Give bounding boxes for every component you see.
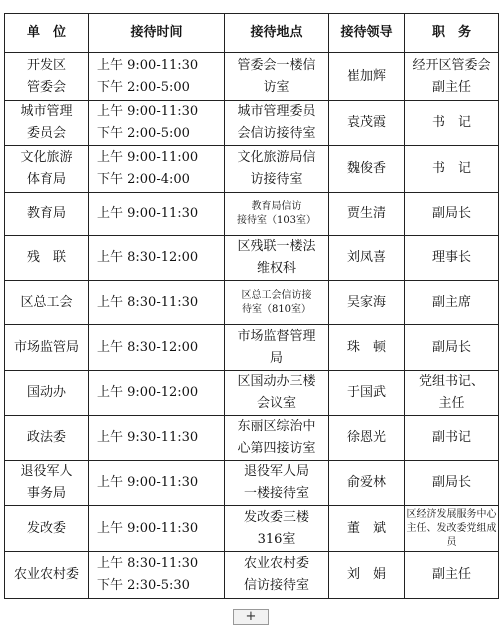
title-cell xyxy=(405,416,499,461)
table-row xyxy=(5,193,499,236)
time-cell xyxy=(89,236,225,281)
title-cell xyxy=(405,281,499,325)
title-cell-line: 副局长 xyxy=(431,339,471,355)
place-cell xyxy=(225,236,329,281)
table-row xyxy=(5,416,499,461)
time-cell-line: 下午 2:30-5:30 xyxy=(97,578,190,593)
title-cell xyxy=(405,53,499,101)
place-cell-line: 局 xyxy=(269,350,283,366)
place-cell xyxy=(225,101,329,146)
title-cell xyxy=(405,552,499,599)
table-row xyxy=(5,371,499,416)
time-cell-line: 上午 9:00-11:30 xyxy=(97,104,199,119)
leader-cell: 袁茂霞 xyxy=(329,101,405,146)
unit-cell-line: 体育局 xyxy=(26,172,66,187)
unit-cell-line: 发改委 xyxy=(26,520,66,536)
unit-cell xyxy=(5,146,89,193)
time-cell-line: 上午 9:00-11:00 xyxy=(97,150,199,165)
place-cell xyxy=(225,506,329,552)
unit-cell-line: 管委会 xyxy=(26,79,66,95)
place-cell-line: 维权科 xyxy=(256,261,296,276)
place-cell-line: 会信访接待室 xyxy=(237,126,316,141)
unit-cell xyxy=(5,325,89,371)
time-cell-line: 上午 8:30-11:30 xyxy=(97,294,199,310)
add-row-button[interactable]: + xyxy=(233,609,269,625)
place-cell-line: 退役军人局 xyxy=(243,464,309,479)
unit-cell-line: 委员会 xyxy=(26,126,66,141)
title-cell xyxy=(405,461,499,506)
unit-cell xyxy=(5,236,89,281)
title-cell xyxy=(405,325,499,371)
place-cell-line: 区国动办三楼 xyxy=(237,374,316,389)
header-unit: 单 位 xyxy=(5,14,89,53)
title-cell-line: 经开区管委会 xyxy=(412,57,491,73)
place-cell-line: 区残联一楼法 xyxy=(237,239,316,254)
time-cell-line: 下午 2:00-5:00 xyxy=(97,79,190,95)
unit-cell-line: 退役军人 xyxy=(20,464,73,479)
unit-cell-line: 城市管理 xyxy=(20,104,73,119)
header-leader: 接待领导 xyxy=(329,14,405,53)
place-cell xyxy=(225,325,329,371)
time-cell xyxy=(89,371,225,416)
place-cell xyxy=(225,552,329,599)
time-cell-line: 上午 9:00-11:30 xyxy=(97,520,199,536)
time-cell xyxy=(89,193,225,236)
unit-cell xyxy=(5,552,89,599)
time-cell xyxy=(89,281,225,325)
time-cell xyxy=(89,552,225,599)
unit-cell-line: 教育局 xyxy=(26,206,66,221)
place-cell xyxy=(225,416,329,461)
time-cell xyxy=(89,325,225,371)
place-cell-line: 市场监督管理 xyxy=(237,328,316,344)
place-cell-line: 区总工会信访接 xyxy=(241,289,312,301)
leader-cell: 刘 娟 xyxy=(329,552,405,599)
time-cell-line: 上午 9:00-12:00 xyxy=(97,385,199,400)
time-cell-line: 上午 9:00-11:30 xyxy=(97,57,199,73)
title-cell-line: 副主任 xyxy=(431,79,471,95)
title-cell-line: 党组书记、 xyxy=(418,374,484,389)
time-cell-line: 下午 2:00-5:00 xyxy=(97,126,190,141)
unit-cell xyxy=(5,461,89,506)
time-cell xyxy=(89,506,225,552)
place-cell xyxy=(225,193,329,236)
title-cell-line: 书 记 xyxy=(431,115,471,130)
time-cell-line: 下午 2:00-4:00 xyxy=(97,172,190,187)
table-row xyxy=(5,53,499,101)
place-cell xyxy=(225,461,329,506)
title-cell xyxy=(405,146,499,193)
unit-cell xyxy=(5,101,89,146)
title-cell-line: 副主任 xyxy=(431,567,471,582)
title-cell-line: 书 记 xyxy=(431,161,471,176)
place-cell xyxy=(225,371,329,416)
unit-cell xyxy=(5,193,89,236)
title-cell-line: 副局长 xyxy=(431,475,471,490)
leader-cell: 刘凤喜 xyxy=(329,236,405,281)
unit-cell-line: 事务局 xyxy=(26,486,66,501)
place-cell xyxy=(225,53,329,101)
header-title: 职 务 xyxy=(405,14,499,53)
table-row xyxy=(5,236,499,281)
unit-cell xyxy=(5,416,89,461)
header-time: 接待时间 xyxy=(89,14,225,53)
unit-cell-line: 市场监管局 xyxy=(13,339,79,355)
place-cell-line: 农业农村委 xyxy=(243,556,309,571)
place-cell-line: 心第四接访室 xyxy=(237,441,316,456)
title-cell xyxy=(405,193,499,236)
time-cell xyxy=(89,101,225,146)
header-place: 接待地点 xyxy=(225,14,329,53)
title-cell-line: 副主席 xyxy=(431,294,471,310)
time-cell xyxy=(89,461,225,506)
time-cell-line: 上午 8:30-11:30 xyxy=(97,556,199,571)
place-cell-line: 教育局信访 xyxy=(251,201,302,212)
title-cell-line: 主任、发改委党组成员 xyxy=(406,522,497,548)
place-cell-line: 接待室（103室） xyxy=(236,215,317,226)
leader-cell: 崔加辉 xyxy=(329,53,405,101)
place-cell-line: 会议室 xyxy=(256,396,296,411)
table-row xyxy=(5,281,499,325)
title-cell-line: 理事长 xyxy=(431,250,471,265)
place-cell-line: 一楼接待室 xyxy=(243,486,309,501)
leader-cell: 魏俊香 xyxy=(329,146,405,193)
place-cell xyxy=(225,281,329,325)
table-row xyxy=(5,506,499,552)
unit-cell-line: 文化旅游 xyxy=(20,150,73,165)
time-cell-line: 上午 9:00-11:30 xyxy=(97,206,199,221)
unit-cell xyxy=(5,371,89,416)
unit-cell xyxy=(5,281,89,325)
unit-cell-line: 政法委 xyxy=(26,430,66,445)
title-cell-line: 主任 xyxy=(438,396,465,411)
place-cell-line: 东丽区综治中 xyxy=(237,419,316,434)
table-row xyxy=(5,101,499,146)
table-row xyxy=(5,461,499,506)
unit-cell-line: 开发区 xyxy=(26,57,66,73)
time-cell-line: 上午 8:30-12:00 xyxy=(97,339,199,355)
reception-schedule-table xyxy=(4,13,499,599)
time-cell-line: 上午 9:00-11:30 xyxy=(97,475,199,490)
title-cell-line: 副局长 xyxy=(431,206,471,221)
title-cell-line: 区经济发展服务中心 xyxy=(406,508,497,520)
leader-cell: 于国武 xyxy=(329,371,405,416)
time-cell-line: 上午 8:30-12:00 xyxy=(97,250,199,265)
time-cell xyxy=(89,416,225,461)
unit-cell xyxy=(5,506,89,552)
place-cell-line: 访接待室 xyxy=(250,172,303,187)
unit-cell xyxy=(5,53,89,101)
place-cell-line: 文化旅游局信 xyxy=(237,150,316,165)
title-cell xyxy=(405,101,499,146)
place-cell-line: 待室（810室） xyxy=(241,303,312,315)
place-cell-line: 城市管理委员 xyxy=(237,104,316,119)
leader-cell: 董 斌 xyxy=(329,506,405,552)
table-row xyxy=(5,146,499,193)
unit-cell-line: 国动办 xyxy=(26,385,66,400)
place-cell-line: 管委会一楼信 xyxy=(237,57,316,73)
table-row xyxy=(5,325,499,371)
header-row xyxy=(5,14,499,53)
time-cell xyxy=(89,146,225,193)
title-cell xyxy=(405,236,499,281)
unit-cell-line: 区总工会 xyxy=(20,294,73,310)
title-cell xyxy=(405,371,499,416)
leader-cell: 徐恩光 xyxy=(329,416,405,461)
title-cell xyxy=(405,506,499,552)
title-cell-line: 副书记 xyxy=(431,430,471,445)
place-cell-line: 访室 xyxy=(263,79,290,95)
time-cell-line: 上午 9:30-11:30 xyxy=(97,430,199,445)
leader-cell: 吴家海 xyxy=(329,281,405,325)
place-cell-line: 316室 xyxy=(257,531,296,547)
leader-cell: 珠 顿 xyxy=(329,325,405,371)
table-row xyxy=(5,552,499,599)
place-cell xyxy=(225,146,329,193)
place-cell-line: 发改委三楼 xyxy=(243,509,309,525)
time-cell xyxy=(89,53,225,101)
place-cell-line: 信访接待室 xyxy=(243,578,309,593)
unit-cell-line: 残 联 xyxy=(26,250,66,265)
unit-cell-line: 农业农村委 xyxy=(13,567,79,582)
leader-cell: 贾生清 xyxy=(329,193,405,236)
leader-cell: 俞爱林 xyxy=(329,461,405,506)
